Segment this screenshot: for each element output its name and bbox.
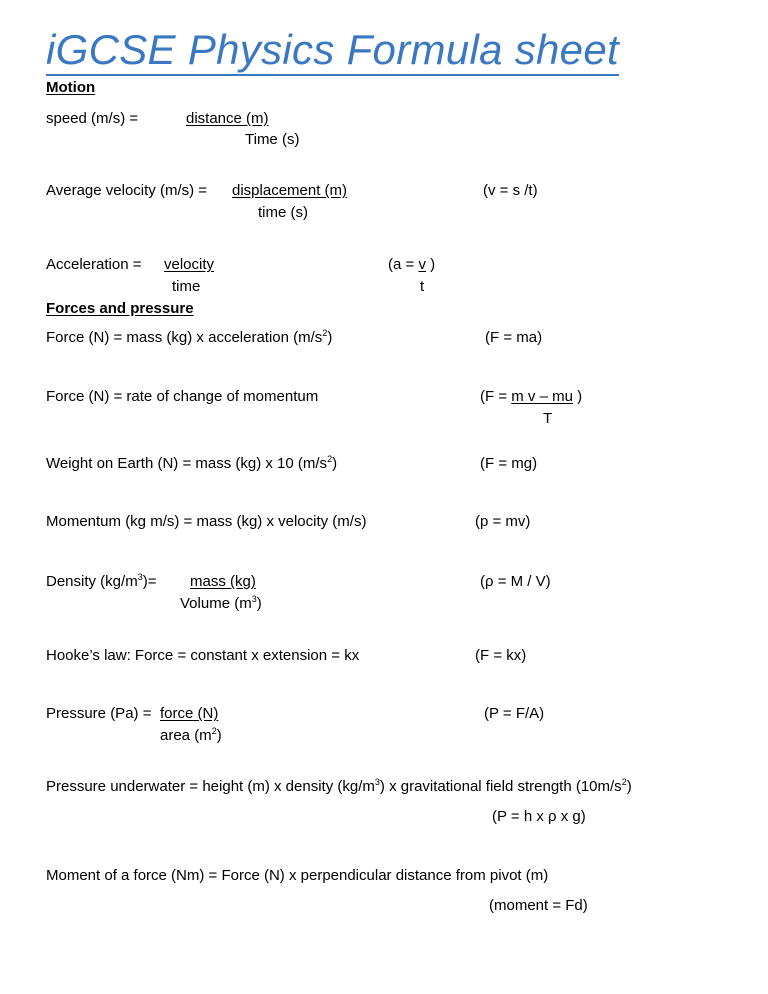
momentum-text: Momentum (kg m/s) = mass (kg) x velocity (m/s)	[46, 513, 367, 530]
force-momentum-text: Force (N) = rate of change of momentum	[46, 388, 319, 405]
density-symbolic: (ρ = M / V)	[480, 573, 551, 590]
pressure-lhs: Pressure (Pa) =	[46, 705, 152, 722]
density-denominator: Volume $(m^3)$	[180, 594, 262, 612]
acceleration-denominator: time	[172, 278, 201, 295]
underwater-symbolic: (P = h x ρ x g)	[492, 808, 586, 825]
velocity-symbolic: (v = s /t)	[483, 182, 538, 199]
pressure-numerator: force (N)	[160, 705, 219, 722]
force-ma-text: Force (N) = mass (kg) x acceleration $(m/s^2)$	[46, 328, 333, 346]
underwater-text: Pressure underwater = height (m) x density $(kg/m^3)$ x gravitational field strength $(10m/s^2)$	[46, 777, 632, 795]
hooke-text: Hooke’s law: Force = constant x extension = kx	[46, 647, 360, 664]
momentum-symbolic: (p = mv)	[475, 513, 531, 530]
acceleration-symbolic: (a = v )	[388, 256, 436, 273]
velocity-denominator: time (s)	[258, 204, 308, 221]
speed-lhs: speed (m/s) =	[46, 110, 139, 127]
section-heading-motion: Motion	[46, 79, 96, 96]
moment-symbolic: (moment = Fd)	[489, 897, 588, 914]
pressure-denominator: area $(m^2)$	[160, 726, 222, 744]
acceleration-symbolic-denominator: t	[420, 278, 425, 295]
velocity-numerator: displacement (m)	[232, 182, 348, 199]
pressure-symbolic: (P = F/A)	[484, 705, 545, 722]
speed-numerator: distance (m)	[186, 110, 269, 127]
density-numerator: mass (kg)	[190, 573, 256, 590]
hooke-symbolic: (F = kx)	[475, 647, 527, 664]
force-momentum-symbolic: (F = m v – mu )	[480, 388, 583, 405]
speed-denominator: Time (s)	[245, 131, 300, 148]
force-ma-symbolic: (F = ma)	[485, 329, 543, 346]
page-title: iGCSE Physics Formula sheet	[46, 26, 619, 76]
velocity-lhs: Average velocity (m/s) =	[46, 182, 208, 199]
acceleration-numerator: velocity	[164, 256, 215, 273]
acceleration-lhs: Acceleration =	[46, 256, 142, 273]
moment-text: Moment of a force (Nm) = Force (N) x perpendicular distance from pivot (m)	[46, 867, 549, 884]
weight-text: Weight on Earth (N) = mass (kg) x 10 $(m/s^2)$	[46, 454, 338, 472]
section-heading-forces: Forces and pressure	[46, 300, 194, 317]
force-momentum-symbolic-denominator: T	[543, 410, 553, 427]
density-lhs: Density $(kg/m^3)=$	[46, 572, 157, 590]
weight-symbolic: (F = mg)	[480, 455, 538, 472]
